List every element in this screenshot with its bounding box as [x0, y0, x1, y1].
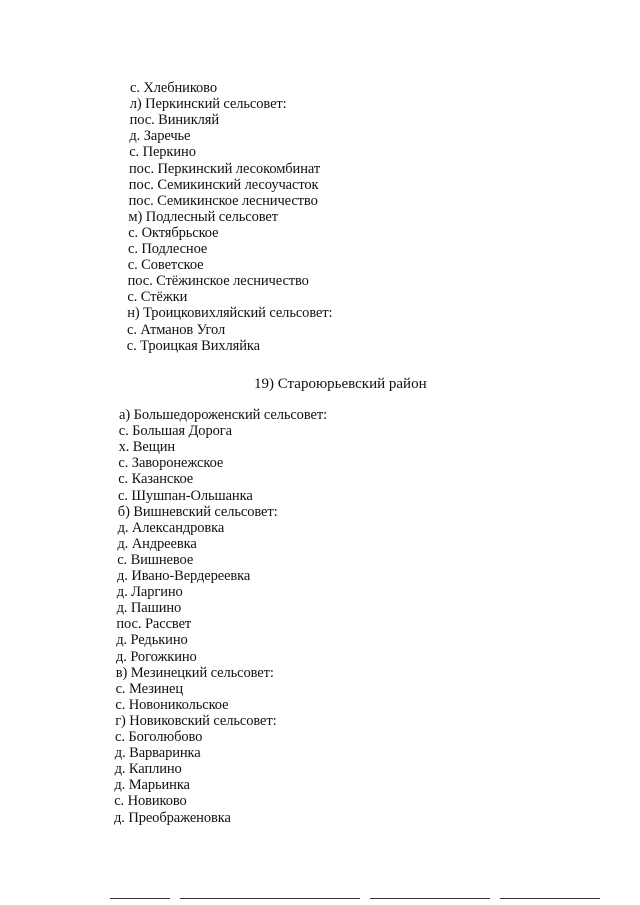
settlement-line: м) Подлесный сельсовет — [128, 208, 278, 225]
settlement-line: пос. Семикинский лесоучасток — [128, 176, 319, 193]
settlement-line: д. Ивано-Вердереевка — [117, 568, 251, 584]
footer-scan-line — [370, 898, 490, 899]
settlement-line: д. Рогожкино — [116, 648, 197, 665]
footer-scan-line — [110, 898, 170, 899]
settlement-line: пос. Перкинский лесокомбинат — [129, 160, 321, 177]
settlement-line: д. Редькино — [116, 632, 188, 649]
settlement-line: д. Варваринка — [114, 745, 201, 762]
settlement-line: а) Большедороженский сельсовет: — [119, 407, 327, 423]
section-heading: 19) Староюрьевский район — [254, 376, 427, 392]
footer-scan-line — [180, 898, 360, 899]
footer-scan-line — [500, 898, 600, 899]
settlement-line: с. Стёжки — [127, 289, 188, 306]
settlement-line: в) Мезинецкий сельсовет: — [115, 664, 274, 681]
settlement-line: с. Боголюбово — [115, 729, 203, 745]
settlement-line: д. Пашино — [116, 600, 182, 617]
settlement-line: л) Перкинский сельсовет: — [129, 96, 287, 113]
settlement-line: пос. Виникляй — [129, 112, 220, 129]
settlement-line: с. Заворонежское — [118, 455, 224, 472]
settlement-line: пос. Семикинское лесничество — [128, 192, 318, 209]
settlement-line: д. Ларгино — [116, 584, 183, 601]
settlement-line: с. Советское — [127, 257, 204, 274]
settlement-line: н) Троицковихляйский сельсовет: — [127, 305, 333, 322]
settlement-line: с. Атманов Угол — [127, 321, 226, 338]
settlement-line: с. Хлебниково — [130, 80, 217, 96]
settlement-line: д. Андреевка — [117, 535, 197, 552]
settlement-line: с. Октябрьское — [128, 224, 219, 241]
settlement-line: с. Новиково — [114, 793, 187, 810]
settlement-line: д. Александровка — [117, 519, 225, 536]
settlement-line: с. Вишневое — [117, 551, 194, 568]
settlement-line: с. Шушпан-Ольшанка — [118, 487, 253, 504]
settlement-line: д. Преображеновка — [114, 809, 231, 826]
settlement-line: пос. Рассвет — [116, 616, 192, 633]
settlement-line: с. Мезинец — [115, 680, 184, 697]
settlement-line: с. Большая Дорога — [118, 423, 232, 440]
settlement-line: х. Вещин — [118, 439, 176, 456]
settlement-line: г) Новиковский сельсовет: — [115, 712, 277, 729]
settlement-line: д. Каплино — [114, 761, 182, 778]
settlement-line: пос. Стёжинское лесничество — [127, 273, 309, 290]
settlement-line: с. Перкино — [129, 144, 196, 161]
settlement-line: с. Троицкая Вихляйка — [126, 337, 260, 354]
settlement-line: с. Подлесное — [128, 241, 208, 257]
settlement-line: с. Новоникольское — [115, 696, 229, 713]
settlement-line: с. Казанское — [118, 471, 194, 488]
settlement-line: д. Марьинка — [114, 777, 190, 794]
settlement-line: д. Заречье — [129, 128, 191, 145]
settlement-line: б) Вишневский сельсовет: — [117, 503, 278, 520]
